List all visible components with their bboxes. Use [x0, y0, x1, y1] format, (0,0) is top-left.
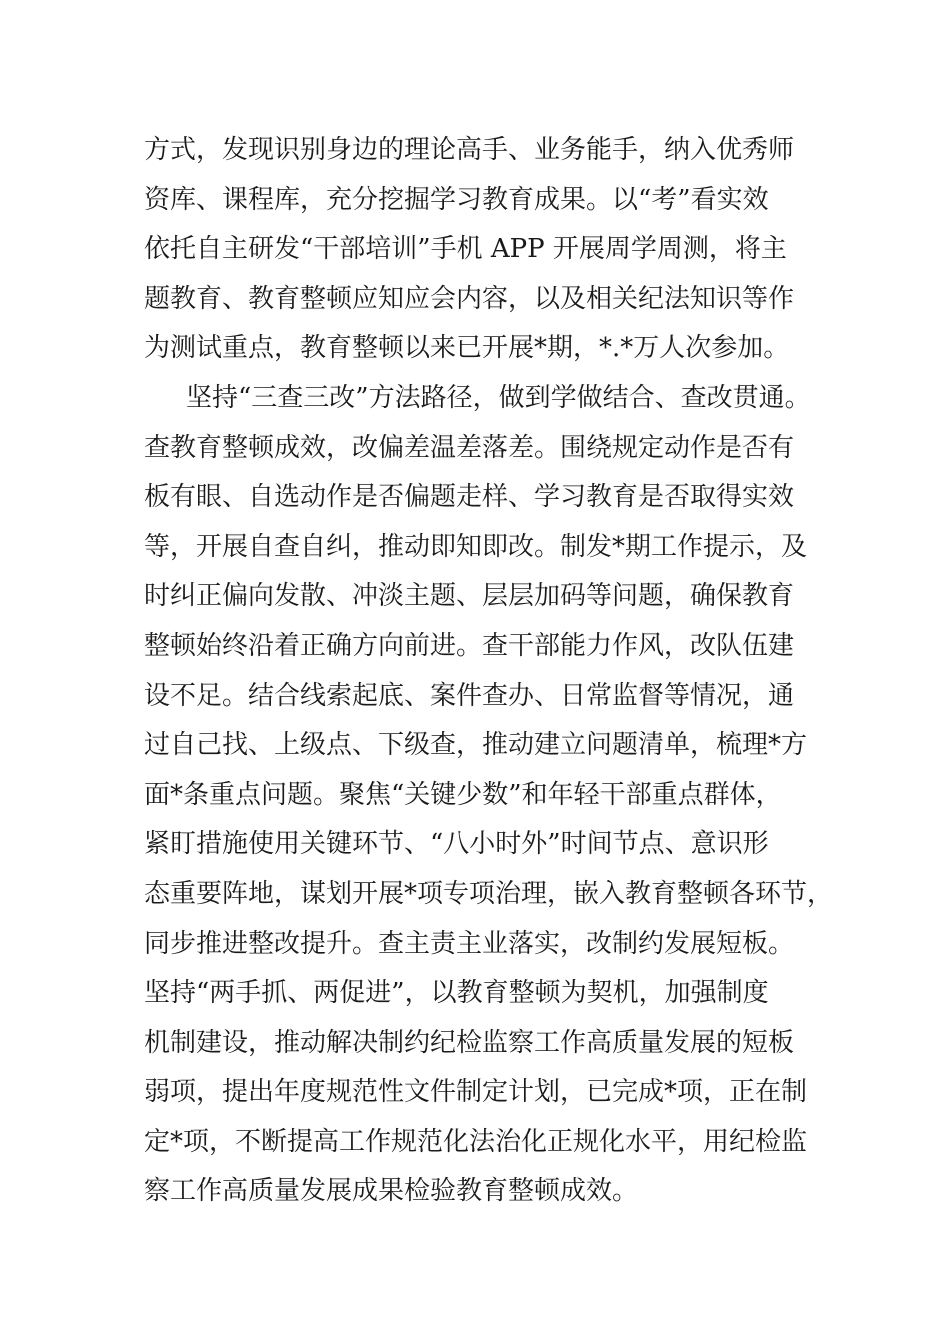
text-line: 方式，发现识别身边的理论高手、业务能手，纳入优秀师 [144, 135, 795, 165]
text-line: 态重要阵地，谋划开展*项专项治理，嵌入教育整顿各环节， [144, 878, 834, 909]
text-line: 查教育整顿成效，改偏差温差落差。围绕规定动作是否有 [144, 432, 795, 463]
paragraph-first-line: 坚持“三查三改”方法路径，做到学做结合、查改贯通。 [186, 382, 811, 413]
text-line: 过自己找、上级点、下级查，推动建立问题清单，梳理*方 [144, 730, 808, 761]
text-line: 坚持“两手抓、两促进”，以教育整顿为契机，加强制度 [144, 978, 769, 1009]
text-line: 等，开展自查自纠，推动即知即改。制发*期工作提示，及 [144, 531, 808, 562]
text-line: 察工作高质量发展成果检验教育整顿成效。 [144, 1176, 639, 1207]
text-line: 机制建设，推动解决制约纪检监察工作高质量发展的短板 [144, 1027, 795, 1058]
text-line: 紧盯措施使用关键环节、“八小时外”时间节点、意识形 [144, 829, 769, 860]
body-text [144, 126, 834, 1217]
text-line: 时纠正偏向发散、冲淡主题、层层加码等问题，确保教育 [144, 581, 795, 612]
text-line: 依托自主研发“干部培训”手机 APP 开展周学周测，将主 [144, 234, 787, 265]
text-line: 为测试重点，教育整顿以来已开展*期，*.*万人次参加。 [144, 333, 790, 364]
text-line: 定*项，不断提高工作规范化法治化正规化水平，用纪检监 [144, 1126, 808, 1157]
text-line: 资库、课程库，充分挖掘学习教育成果。以“考”看实效 [144, 184, 769, 215]
text-line: 题教育、教育整顿应知应会内容，以及相关纪法知识等作 [144, 283, 795, 314]
text-line: 设不足。结合线索起底、案件查办、日常监督等情况，通 [144, 680, 795, 711]
text-line: 面*条重点问题。聚焦“关键少数”和年轻干部重点群体， [144, 779, 782, 810]
text-line: 弱项，提出年度规范性文件制定计划，已完成*项，正在制 [144, 1077, 808, 1108]
text-line: 整顿始终沿着正确方向前进。查干部能力作风，改队伍建 [144, 630, 795, 661]
text-line: 板有眼、自选动作是否偏题走样、学习教育是否取得实效 [144, 482, 795, 513]
text-line: 同步推进整改提升。查主责主业落实，改制约发展短板。 [144, 928, 795, 959]
